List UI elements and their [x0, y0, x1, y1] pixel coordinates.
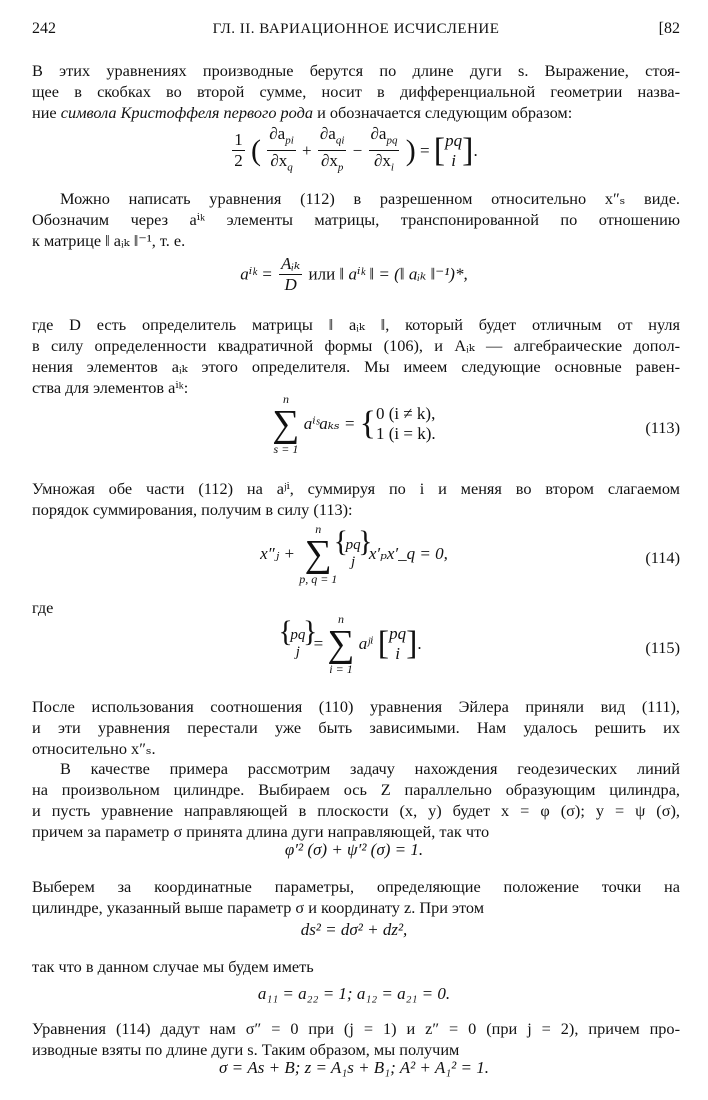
text-line: так что в данном случае мы будем иметь	[32, 957, 314, 976]
equation-metric: a₁₁ = a₂₂ = 1; a₁₂ = a₂₁ = 0.	[257, 984, 451, 1003]
paragraph-1	[32, 60, 680, 123]
text-line: Выберем за координатные параметры, определяющие положение точки на	[32, 877, 680, 896]
paragraph-7	[32, 876, 680, 918]
text-line: где D есть определитель матрицы ‖ aᵢₖ ‖, который будет отличным от нуля	[32, 315, 680, 334]
text-line: цилиндре, указанный выше параметр σ и координату z. При этом	[32, 898, 485, 917]
equation-ds: ds² = dσ² + dz²,	[300, 920, 408, 939]
word-where: где	[32, 598, 54, 617]
text-line: ние символа Кристоффеля первого рода и обозначается следующим образом:	[32, 103, 573, 122]
paragraph-8	[32, 956, 680, 977]
text-line: Можно написать уравнения (112) в разрешенном относительно x″ₛ виде.	[60, 189, 680, 208]
equation-inverse: aⁱᵏ = $\frac{\text{Aᵢₖ}}{D}$ или ‖ aⁱᵏ ‖ = (‖ aᵢₖ ‖⁻¹)*,	[240, 254, 468, 294]
text-line: порядок суммирования, получим в силу (113):	[32, 500, 353, 519]
paragraph-9	[32, 1018, 680, 1060]
text-line: Обозначим через aⁱᵏ элементы матрицы, транспонированной по отношению	[32, 210, 680, 229]
text-line: и пусть уравнение направляющей в плоскости (x, y) будет x = φ (σ); y = ψ (σ),	[32, 801, 680, 820]
text-line: Уравнения (114) дадут нам σ″ = 0 при (j = 1) и z″ = 0 (при j = 2), причем про-	[32, 1019, 680, 1038]
text-line: В качестве примера рассмотрим задачу нахождения геодезических линий	[60, 759, 680, 778]
text-line: щее в скобках во второй сумме, носит в дифференциальной геометрии назва-	[32, 82, 680, 101]
section-number: [82	[658, 20, 680, 37]
equation-number-115: (115)	[645, 638, 680, 657]
text-line: к матрице ‖ aᵢₖ ‖⁻¹, т. е.	[32, 231, 186, 250]
equation-phi-psi: φ′² (σ) + ψ′² (σ) = 1.	[284, 840, 424, 859]
page-number: 242	[32, 20, 56, 37]
equation-christoffel: $\frac{1}{2}$ ( $\frac{\partial a_{pi}}{\partial x_q}$ + $\frac{\partial a_{qi}}{\partial x_p}$ − $\frac{\partial a_{pq}}{\partial x_i}$ ) = [ pq i ].	[234, 124, 478, 174]
paragraph-5	[32, 696, 680, 759]
text-line: изводные взяты по длине дуги s. Таким образом, мы получим	[32, 1040, 460, 1059]
text-line: ства для элементов aⁱᵏ:	[32, 378, 189, 397]
text-line: причем за параметр σ принята длина дуги направляющей, так что	[32, 822, 490, 841]
equation-113: n ∑ s = 1 aⁱˢaₖₛ = { 0 (i ≠ k), 1 (i = k).	[272, 392, 436, 456]
text-line: После использования соотношения (110) уравнения Эйлера приняли вид (111),	[32, 697, 680, 716]
paragraph-4	[32, 478, 680, 520]
equation-115: { pq j } = n ∑ i = 1 aʲⁱ [ pq i ].	[0, 612, 708, 676]
chapter-title: ГЛ. II. ВАРИАЦИОННОЕ ИСЧИСЛЕНИЕ	[212, 21, 500, 37]
text-line: и эти уравнения перестали уже быть зависимыми. Нам удалось решить их	[32, 718, 680, 737]
paragraph-6	[32, 758, 680, 842]
text-line: на произвольном цилиндре. Выбираем ось Z параллельно образующим цилиндра,	[32, 780, 680, 799]
text-line: нения элементов aᵢₖ этого определителя. Мы имеем следующие основные равен-	[32, 357, 680, 376]
running-header	[32, 20, 680, 42]
text-line: Умножая обе части (112) на aʲⁱ, суммируя по i и меняя во втором слагаемом	[32, 479, 680, 498]
text-line: В этих уравнениях производные берутся по длине дуги s. Выражение, стоя-	[32, 61, 680, 80]
italic-term: символа Кристоффеля первого рода	[60, 103, 313, 122]
paragraph-3	[32, 314, 680, 398]
equation-number-114: (114)	[645, 548, 680, 567]
equation-number-113: (113)	[645, 418, 680, 437]
paragraph-2	[32, 188, 680, 251]
text-line: относительно x″ₛ.	[32, 739, 156, 758]
text-line: в силу определенности квадратичной формы (106), и Aᵢₖ — алгебраические допол-	[32, 336, 680, 355]
equation-final: σ = As + B; z = A₁s + B₁; A² + A₁² = 1.	[219, 1058, 489, 1077]
equation-114: x″ⱼ + n ∑ p, q = 1 { pq j } x′ₚx′_q = 0,	[0, 522, 708, 586]
